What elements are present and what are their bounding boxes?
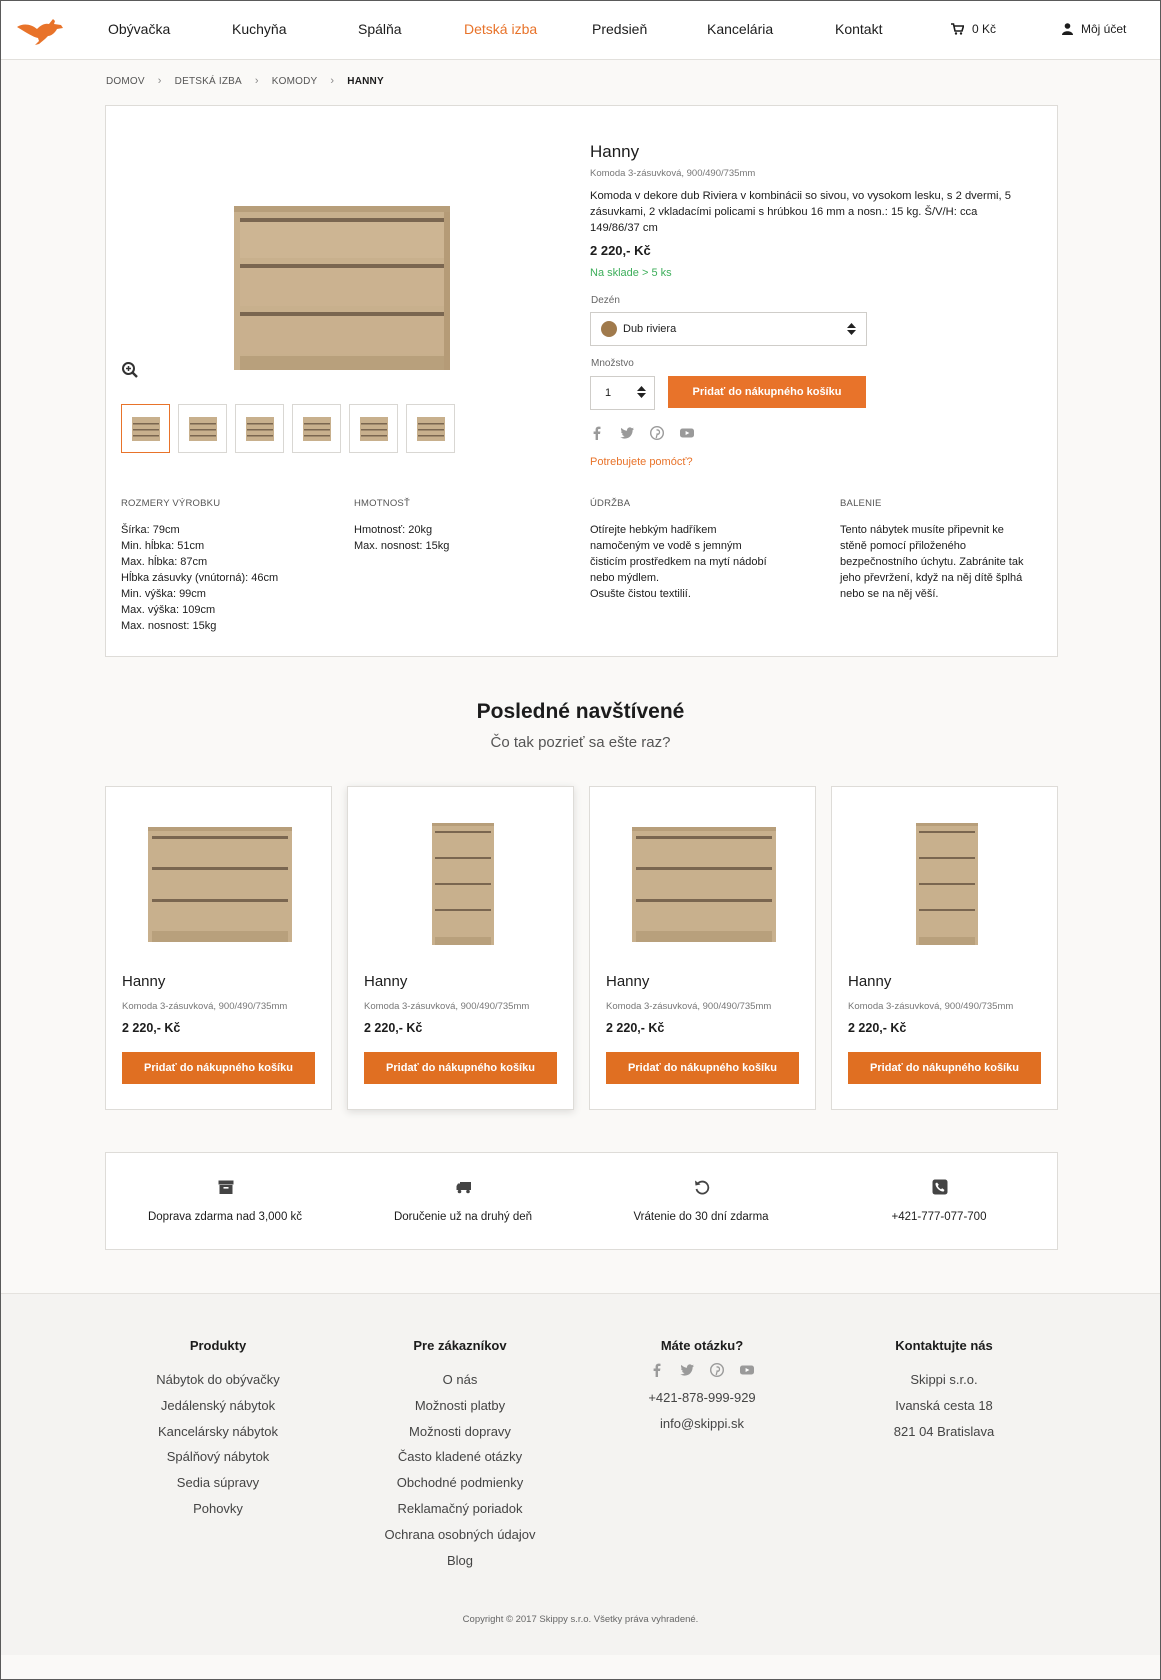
copyright: Copyright © 2017 Skippy s.r.o. Všetky práva vyhradené. bbox=[462, 1614, 699, 1625]
quantity-label: Množstvo bbox=[591, 358, 634, 369]
benefit-text: Doprava zdarma nad 3,000 kč bbox=[147, 1211, 303, 1223]
thumbnail-image bbox=[416, 416, 446, 442]
product-image[interactable] bbox=[136, 817, 304, 952]
footer-link[interactable]: Reklamačný poriadok bbox=[397, 1500, 523, 1516]
spec-line: bezpečnostního úchytu. Zabránite tak bbox=[840, 556, 1024, 568]
footer-link[interactable]: Nábytok do obývačky bbox=[156, 1372, 280, 1387]
spec-line: namočeným ve vodě s jemným bbox=[590, 540, 742, 552]
recent-section-title: Posledné navštívené bbox=[476, 700, 685, 723]
product-name[interactable]: Hanny bbox=[606, 973, 650, 990]
stepper-arrows-icon[interactable] bbox=[637, 386, 646, 398]
spec-line: Šírka: 79cm bbox=[121, 524, 180, 536]
footer-link[interactable]: Pohovky bbox=[193, 1500, 243, 1516]
site-footer bbox=[1, 1293, 1160, 1655]
product-subtitle: Komoda 3-zásuvková, 900/490/735mm bbox=[364, 1001, 530, 1012]
thumbnail-1[interactable] bbox=[121, 404, 170, 453]
archive-box-icon bbox=[218, 1179, 234, 1195]
recent-section-subtitle: Čo tak pozrieť sa ešte raz? bbox=[490, 734, 671, 751]
footer-link[interactable]: Jedálenský nábytok bbox=[160, 1397, 276, 1413]
thumbnail-3[interactable] bbox=[235, 404, 284, 453]
product-name: Hanny bbox=[590, 142, 640, 161]
nav-kuchyna[interactable]: Kuchyňa bbox=[232, 21, 287, 37]
spec-title: ÚDRŽBA bbox=[590, 498, 631, 509]
footer-address-line: Skippi s.r.o. bbox=[910, 1372, 978, 1387]
benefit-text: Doručenie už na druhý deň bbox=[393, 1211, 533, 1223]
footer-socials bbox=[582, 1363, 822, 1377]
product-price: 2 220,- Kč bbox=[606, 1021, 665, 1035]
spec-maintenance bbox=[590, 496, 767, 602]
cart-icon bbox=[951, 23, 964, 35]
stock-status: Na sklade > 5 ks bbox=[590, 267, 672, 279]
pinterest-icon[interactable] bbox=[650, 426, 664, 440]
spec-weight bbox=[354, 496, 449, 554]
footer-link[interactable]: Možnosti dopravy bbox=[409, 1423, 511, 1439]
site-header bbox=[1, 1, 1160, 60]
thumbnail-image bbox=[302, 416, 332, 442]
spec-title: HMOTNOSŤ bbox=[354, 498, 410, 509]
thumbnail-image bbox=[359, 416, 389, 442]
product-name[interactable]: Hanny bbox=[122, 973, 166, 990]
account-button[interactable] bbox=[1062, 1, 1126, 57]
product-image[interactable] bbox=[378, 817, 546, 952]
youtube-icon[interactable] bbox=[680, 426, 694, 440]
breadcrumb-current: HANNY bbox=[347, 75, 384, 87]
product-subtitle: Komoda 3-zásuvková, 900/490/735mm bbox=[122, 1001, 288, 1012]
breadcrumb-komody[interactable]: KOMODY bbox=[271, 75, 318, 87]
thumbnail-image bbox=[245, 416, 275, 442]
product-image[interactable] bbox=[862, 817, 1030, 952]
spec-line: Otírejte hebkým hadříkem bbox=[590, 524, 717, 536]
add-to-cart-button[interactable]: Pridať do nákupného košíku bbox=[606, 1052, 799, 1084]
cart-total: 0 Kč bbox=[972, 22, 997, 36]
breadcrumb-home[interactable]: DOMOV bbox=[106, 75, 145, 87]
benefit-text[interactable]: +421-777-077-700 bbox=[891, 1211, 987, 1223]
footer-email[interactable]: info@skippi.sk bbox=[659, 1415, 744, 1431]
footer-link[interactable]: Blog bbox=[446, 1552, 474, 1568]
pinterest-icon[interactable] bbox=[710, 1363, 724, 1377]
decor-label: Dezén bbox=[591, 295, 620, 306]
phone-icon bbox=[932, 1179, 948, 1195]
product-subtitle: Komoda 3-zásuvková, 900/490/735mm bbox=[590, 168, 756, 179]
footer-link[interactable]: Spálňový nábytok bbox=[166, 1449, 270, 1465]
sort-arrows-icon bbox=[847, 323, 856, 335]
thumbnail-gallery bbox=[121, 404, 455, 453]
help-link[interactable]: Potrebujete pomócť? bbox=[590, 456, 693, 468]
spec-dimensions bbox=[121, 496, 278, 634]
product-main-image[interactable] bbox=[214, 176, 472, 376]
footer-questions bbox=[582, 1338, 822, 1437]
thumbnail-6[interactable] bbox=[406, 404, 455, 453]
quantity-stepper[interactable] bbox=[590, 376, 655, 410]
footer-address-line: 821 04 Bratislava bbox=[893, 1423, 995, 1439]
twitter-icon[interactable] bbox=[620, 426, 634, 440]
product-subtitle: Komoda 3-zásuvková, 900/490/735mm bbox=[606, 1001, 772, 1012]
benefit-text: Vrátenie do 30 dní zdarma bbox=[633, 1211, 769, 1223]
spec-line: jeho převržení, když na něj dítě šplhá bbox=[840, 572, 1023, 584]
nav-spalna[interactable]: Spálňa bbox=[358, 21, 402, 37]
zoom-in-icon[interactable] bbox=[121, 361, 139, 379]
footer-link[interactable]: Obchodné podmienky bbox=[396, 1475, 524, 1491]
nav-kontakt[interactable]: Kontakt bbox=[835, 21, 883, 37]
spec-title: BALENIE bbox=[840, 498, 882, 509]
spec-line: nebo mýdlem. bbox=[590, 572, 660, 584]
spec-line: Max. výška: 109cm bbox=[121, 604, 216, 616]
product-image[interactable] bbox=[620, 817, 788, 952]
user-icon bbox=[1062, 23, 1073, 35]
add-to-cart-button[interactable]: Pridať do nákupného košíku bbox=[122, 1052, 315, 1084]
recent-product-card[interactable] bbox=[589, 786, 816, 1110]
add-to-cart-button[interactable]: Pridať do nákupného košíku bbox=[364, 1052, 557, 1084]
footer-address-line: Ivanská cesta 18 bbox=[895, 1397, 993, 1413]
decor-swatch bbox=[601, 321, 617, 337]
footer-heading: Máte otázku? bbox=[660, 1338, 744, 1353]
recent-product-card[interactable] bbox=[831, 786, 1058, 1110]
footer-heading: Produkty bbox=[189, 1338, 247, 1353]
spec-line: Max. nosnost: 15kg bbox=[354, 540, 450, 552]
breadcrumb bbox=[106, 75, 384, 87]
product-price: 2 220,- Kč bbox=[364, 1021, 423, 1035]
nav-obyvacka[interactable]: Obývačka bbox=[108, 21, 171, 37]
social-share bbox=[590, 426, 694, 440]
thumbnail-5[interactable] bbox=[349, 404, 398, 453]
decor-value: Dub riviera bbox=[623, 323, 677, 335]
recent-product-card[interactable] bbox=[105, 786, 332, 1110]
product-detail-card bbox=[105, 105, 1058, 657]
footer-heading: Pre zákazníkov bbox=[413, 1338, 507, 1353]
spec-packaging bbox=[840, 496, 1023, 602]
footer-link[interactable]: Kancelársky nábytok bbox=[158, 1423, 278, 1439]
spec-line: Min. výška: 99cm bbox=[121, 588, 206, 600]
spec-line: Hmotnosť: 20kg bbox=[354, 524, 433, 536]
footer-phone[interactable]: +421-878-999-929 bbox=[648, 1390, 756, 1405]
footer-customers bbox=[340, 1338, 580, 1573]
nav-kancelaria[interactable]: Kancelária bbox=[707, 21, 774, 37]
footer-heading: Kontaktujte nás bbox=[895, 1338, 993, 1353]
undo-icon bbox=[694, 1179, 710, 1195]
footer-link[interactable]: Často kladené otázky bbox=[397, 1449, 523, 1465]
spec-line: Max. nosnost: 15kg bbox=[121, 620, 217, 632]
footer-link[interactable]: O nás bbox=[442, 1372, 478, 1387]
add-to-cart-button[interactable]: Pridať do nákupného košíku bbox=[668, 376, 866, 408]
nav-detska-izba[interactable]: Detská izba bbox=[464, 21, 538, 37]
product-name[interactable]: Hanny bbox=[848, 973, 892, 990]
spec-line: Max. hĺbka: 87cm bbox=[121, 556, 208, 568]
product-price: 2 220,- Kč bbox=[848, 1021, 907, 1035]
account-label: Môj účet bbox=[1081, 22, 1127, 36]
footer-link[interactable]: Ochrana osobných údajov bbox=[384, 1526, 536, 1542]
thumbnail-image bbox=[131, 416, 161, 442]
thumbnail-2[interactable] bbox=[178, 404, 227, 453]
thumbnail-4[interactable] bbox=[292, 404, 341, 453]
cart-button[interactable] bbox=[951, 1, 996, 57]
chevron-right-icon: › bbox=[254, 75, 259, 87]
facebook-icon[interactable] bbox=[650, 1363, 664, 1377]
footer-products bbox=[98, 1338, 338, 1522]
benefits-bar bbox=[105, 1152, 1058, 1250]
footer-contact bbox=[824, 1338, 1064, 1444]
quantity-value: 1 bbox=[605, 387, 612, 399]
spec-line: Osušte čistou textilií. bbox=[590, 588, 691, 600]
footer-link[interactable]: Možnosti platby bbox=[414, 1397, 506, 1413]
spec-line: stěně pomocí přiloženého bbox=[840, 540, 966, 552]
truck-icon bbox=[456, 1179, 472, 1195]
spec-line: nebo se na něj věší. bbox=[840, 588, 939, 600]
product-price: 2 220,- Kč bbox=[122, 1021, 181, 1035]
thumbnail-image bbox=[188, 416, 218, 442]
spec-line: Hĺbka zásuvky (vnútorná): 46cm bbox=[121, 572, 279, 584]
footer-link[interactable]: Sedia súpravy bbox=[176, 1475, 260, 1491]
product-subtitle: Komoda 3-zásuvková, 900/490/735mm bbox=[848, 1001, 1014, 1012]
spec-title: ROZMERY VÝROBKU bbox=[121, 498, 221, 509]
product-price: 2 220,- Kč bbox=[590, 243, 651, 258]
recent-product-card[interactable] bbox=[347, 786, 574, 1110]
nav-predsien[interactable]: Predsieň bbox=[592, 21, 648, 37]
decor-select[interactable] bbox=[590, 312, 867, 346]
spec-line: Min. hĺbka: 51cm bbox=[121, 540, 205, 552]
chevron-right-icon: › bbox=[157, 75, 162, 87]
chevron-right-icon: › bbox=[330, 75, 335, 87]
product-description: Komoda v dekore dub Riviera v kombinácii so sivou, vo vysokom lesku, s 2 dvermi, 5 zásuvkami, 2 vkladacími policami s hrúbkou 16 mm a nosn.: 15 kg. Š/V/H: cca 149/86/37 cm bbox=[590, 190, 1011, 234]
spec-line: Tento nábytek musíte připevnit ke bbox=[840, 524, 1004, 536]
add-to-cart-button[interactable]: Pridať do nákupného košíku bbox=[848, 1052, 1041, 1084]
youtube-icon[interactable] bbox=[740, 1363, 754, 1377]
twitter-icon[interactable] bbox=[680, 1363, 694, 1377]
breadcrumb-detska-izba[interactable]: DETSKÁ IZBA bbox=[174, 75, 242, 87]
spec-line: čisticím prostředkem na mytí nádobí bbox=[590, 556, 767, 568]
product-name[interactable]: Hanny bbox=[364, 973, 408, 990]
facebook-icon[interactable] bbox=[590, 426, 604, 440]
kangaroo-logo-icon[interactable] bbox=[15, 15, 67, 47]
